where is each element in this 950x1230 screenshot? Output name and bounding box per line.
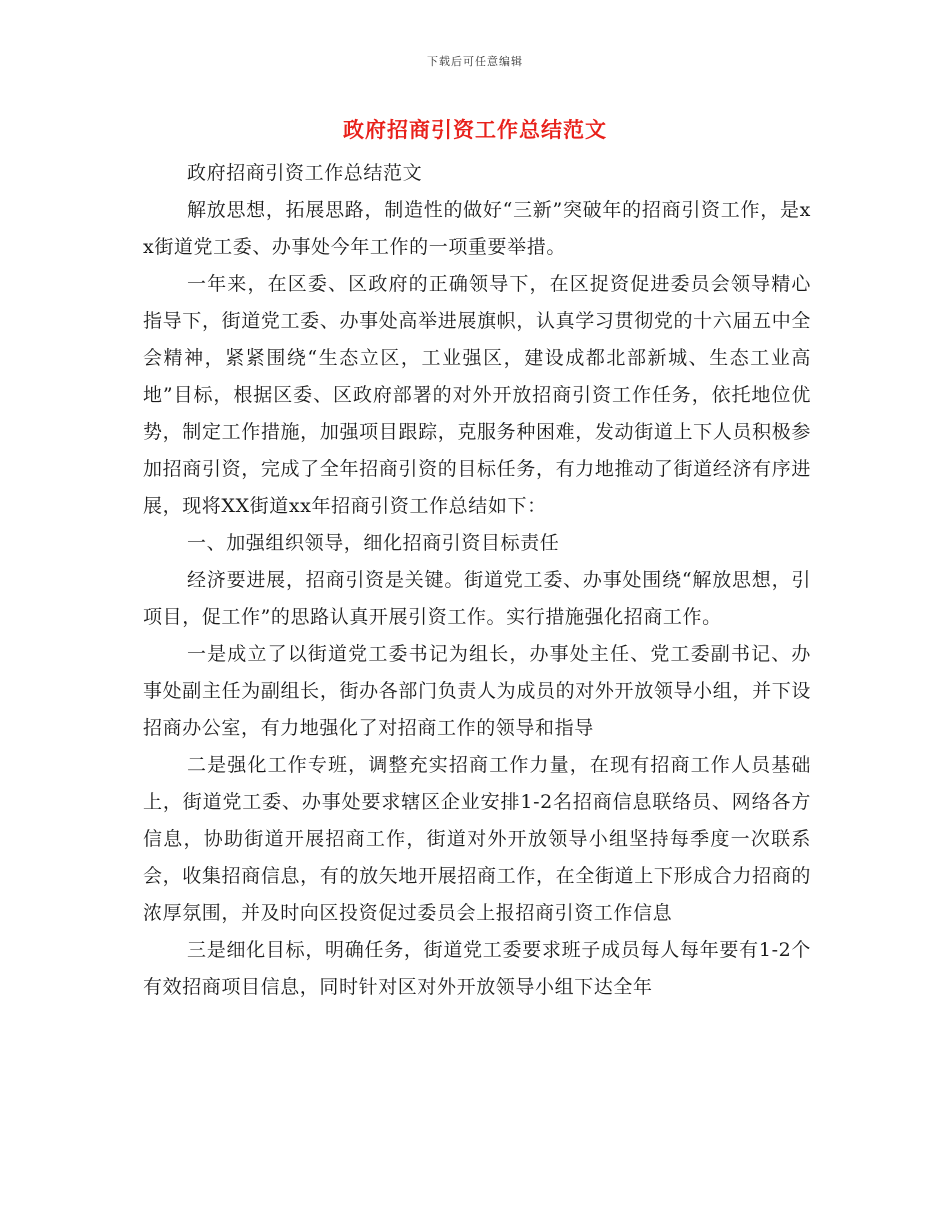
paragraph-intro: 解放思想，拓展思路，制造性的做好“三新”突破年的招商引资工作，是xx街道党工委、办事处今年工作的一项重要举措。 [143, 199, 811, 258]
section-heading-1: 一、加强组织领导，细化招商引资目标责任 [187, 532, 560, 554]
document-title: 政府招商引资工作总结范文 [343, 117, 607, 142]
paragraph-subtitle: 政府招商引资工作总结范文 [187, 162, 423, 184]
header-note: 下载后可任意编辑 [427, 55, 523, 68]
paragraph-point-3: 三是细化目标，明确任务，街道党工委要求班子成员每人每年要有1-2个有效招商项目信息，同时针对区对外开放领导小组下达全年 [143, 939, 811, 998]
paragraph-point-1: 一是成立了以街道党工委书记为组长，办事处主任、党工委副书记、办事处副主任为副组长，街办各部门负责人为成员的对外开放领导小组，并下设招商办公室，有力地强化了对招商工作的领导和指导 [143, 643, 811, 739]
paragraph-overview: 一年来，在区委、区政府的正确领导下，在区捉资促进委员会领导精心指导下，街道党工委、办事处高举进展旗帜，认真学习贯彻党的十六届五中全会精神，紧紧围绕“生态立区，工业强区，建设成都北部新城、生态工业高地”目标，根据区委、区政府部署的对外开放招商引资工作任务，依托地位优势，制定工作措施，加强项目跟踪，克服务种困难，发动街道上下人员积极参加招商引资，完成了全年招商引资的目标任务，有力地推动了街道经济有序进展，现将XX街道xx年招商引资工作总结如下： [143, 273, 811, 517]
paragraph-section-1: 经济要进展，招商引资是关键。街道党工委、办事处围绕“解放思想，引项目，促工作”的思路认真开展引资工作。实行措施强化招商工作。 [143, 569, 811, 628]
paragraph-point-2: 二是强化工作专班，调整充实招商工作力量，在现有招商工作人员基础上，街道党工委、办事处要求辖区企业安排1-2名招商信息联络员、网络各方信息，协助街道开展招商工作，街道对外开放领导小组坚持每季度一次联系会，收集招商信息，有的放矢地开展招商工作，在全街道上下形成合力招商的浓厚氛围，并及时向区投资促过委员会上报招商引资工作信息 [143, 754, 811, 924]
document-body [143, 155, 811, 1006]
